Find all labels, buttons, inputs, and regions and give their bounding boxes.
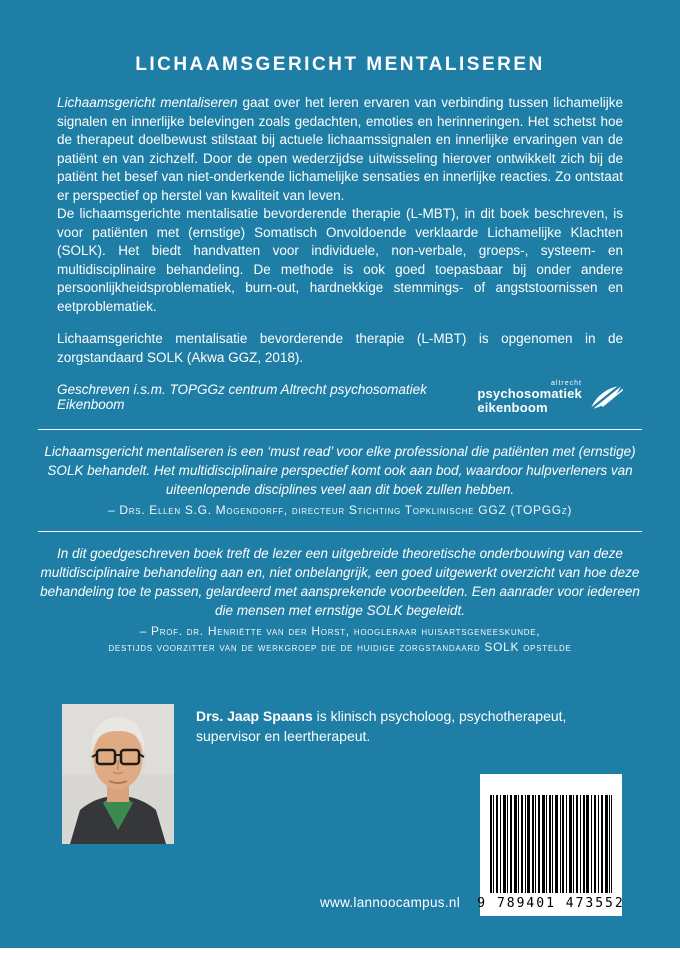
feather-icon [589, 383, 623, 411]
author-bio-rest: is klinisch psycholoog, psychotherapeut, supervisor en leertherapeut. [196, 708, 567, 744]
psychosomatiek-eikenboom-logo [477, 380, 623, 415]
quote-2-attribution-line2: destijds voorzitter van de werkgroep die de huidige zorgstandaard SOLK opstelde [108, 640, 572, 654]
paragraph-therapy: De lichaamsgerichte mentalisatie bevorderende therapie (L-MBT), in dit boek beschreven, is voor patiënten met (ernstige) Somatisch Onvoldoende verklaarde Lichamelijke Klachten (SOLK). Het biedt handvatten voor individuele, non-verbale, groeps-, systeem- en multidisciplinaire behandeling. De methode is ook goed toepasbaar bij onder andere persoonlijkheidsproblematiek, burn-out, hardnekkige stemmings- of angststoornissen en eetproblematiek. [57, 206, 623, 314]
blurb [57, 94, 623, 367]
intro-lead: Lichaamsgericht mentaliseren [57, 95, 238, 110]
divider [38, 531, 642, 532]
barcode-bars-image [490, 795, 612, 893]
quote-2: In dit goedgeschreven boek treft de lezer een uitgebreide theoretische onderbouwing van deze multidisciplinaire behandeling aan en, niet onbelangrijk, een goed uitgewerkt overzicht van hoe deze behandeling toe te passen, gelardeerd met aansprekende voorbeelden. Een aanrader voor iedereen die mensen met ernstige SOLK begeleidt. [40, 546, 640, 618]
author-name: Drs. Jaap Spaans [196, 708, 313, 724]
intro-paragraph [57, 94, 623, 205]
barcode [477, 774, 625, 916]
collaboration-row [57, 379, 623, 415]
author-photo [62, 704, 174, 844]
logo-line1: psychosomatiek [477, 386, 582, 402]
logo-line2: eikenboom [477, 399, 548, 415]
paragraph-zorgstandaard: Lichaamsgerichte mentalisatie bevorderende therapie (L-MBT) is opgenomen in de zorgstandaard SOLK (Akwa GGZ, 2018). [57, 331, 623, 365]
publisher-website: www.lannoocampus.nl [319, 895, 460, 910]
isbn-number: 9 789401 473552 [477, 896, 625, 911]
collaboration-note: Geschreven i.s.m. TOPGGz centrum Altrecht psychosomatiek Eikenboom [57, 382, 427, 412]
intro-rest: gaat over het leren ervaren van verbinding tussen lichamelijke signalen en innerlijke belevingen zoals gedachten, emoties en herinneringen. Het schetst hoe de therapeut doelbewust stilstaat bij actuele lichaamssignalen en innerlijke ervaringen van de patiënt en van zichzelf. Door de open wederzijdse uitwisseling hierover ontwikkelt zich bij de patiënt het besef van niet-onderkende lichamelijke sensaties en innerlijke reacties. Zo ontstaat er perspectief op herstel van kwaliteit van leven. [57, 95, 623, 203]
logo-altrecht-label: altrecht [551, 379, 582, 387]
divider [38, 429, 642, 430]
author-bio [196, 706, 608, 746]
quote-1-attribution: – Drs. Ellen S.G. Mogendorff, directeur Stichting Topklinische GGZ (TOPGGz) [107, 503, 573, 517]
page-edge [0, 948, 680, 960]
quote-1: Lichaamsgericht mentaliseren is een ‘must read’ voor elke professional die patiënten met (ernstige) SOLK behandelt. Het multidisciplinaire perspectief komt ook aan bod, waardoor hulpverleners van uiteenlopende disciplines veel aan dit boek zullen hebben. [44, 444, 636, 497]
logo-text [477, 380, 582, 415]
book-title: LICHAAMSGERICHT MENTALISEREN [135, 54, 545, 75]
quote-2-attribution-line1: – Prof. dr. Henriëtte van der Horst, hoogleraar huisartsgeneeskunde, [139, 624, 541, 638]
